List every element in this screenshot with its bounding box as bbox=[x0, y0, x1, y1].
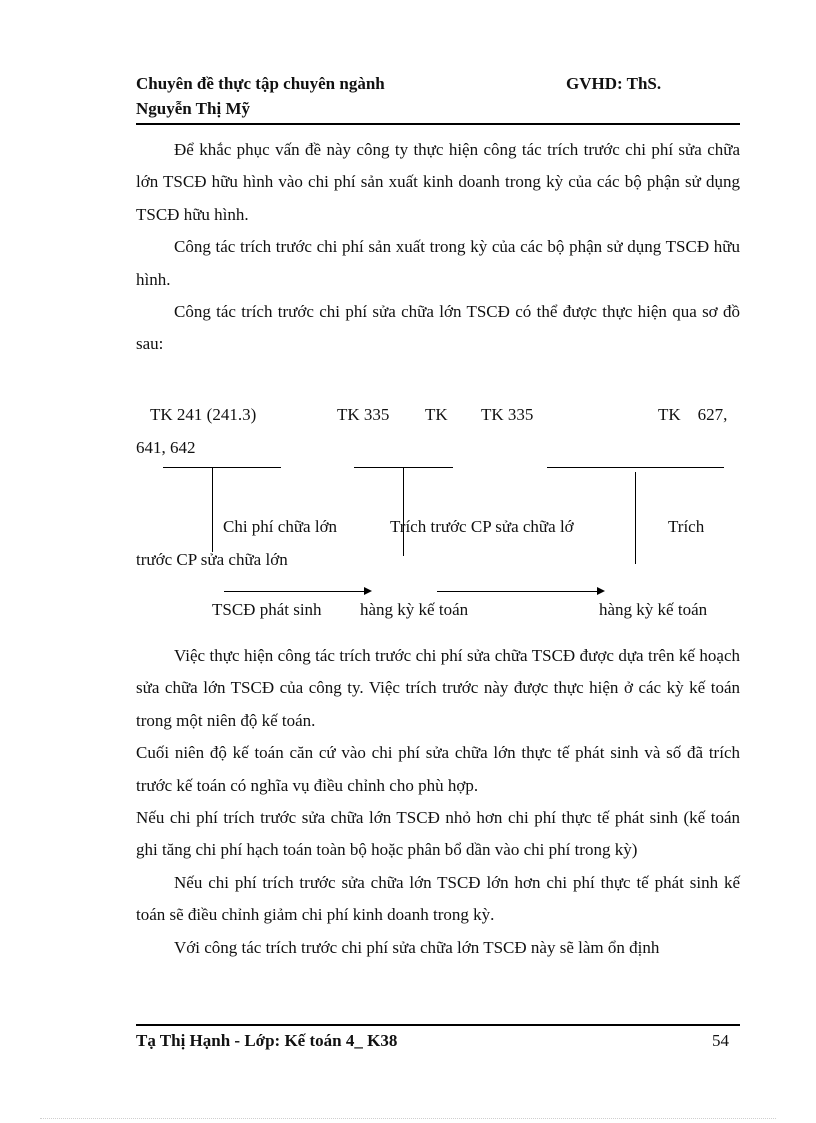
body-top bbox=[136, 134, 740, 361]
account-label-continued: 641, 642 bbox=[136, 438, 196, 457]
account-label: TK 627, bbox=[658, 405, 728, 424]
t-account-stem bbox=[635, 472, 636, 564]
paragraph: Với công tác trích trước chi phí sửa chữa lớn TSCĐ này sẽ làm ổn định bbox=[174, 937, 660, 957]
paragraph: Việc thực hiện công tác trích trước chi phí sửa chữa TSCĐ được dựa trên kế hoạch sửa chữa lớn TSCĐ của công ty. Việc trích trước này được thực hiện ở các kỳ kế toán trong một niên độ kế toán. bbox=[136, 646, 740, 730]
header-supervisor-name: Nguyễn Thị Mỹ bbox=[136, 99, 250, 118]
flow-label: TSCĐ phát sinh bbox=[212, 600, 322, 619]
paragraph: Công tác trích trước chi phí sản xuất trong kỳ của các bộ phận sử dụng TSCĐ hữu hình. bbox=[136, 237, 740, 289]
header-title: Chuyên đề thực tập chuyên ngành bbox=[136, 74, 385, 93]
t-account-line bbox=[547, 467, 724, 468]
page-number: 54 bbox=[712, 1031, 729, 1050]
account-label: TK 335 bbox=[481, 405, 534, 424]
account-label: TK 335 bbox=[337, 405, 390, 424]
flow-label: Trích bbox=[668, 517, 705, 536]
flow-label: hàng kỳ kế toán bbox=[360, 600, 469, 619]
t-account-line bbox=[163, 467, 281, 468]
flow-label: hàng kỳ kế toán bbox=[599, 600, 708, 619]
t-account-stem bbox=[212, 468, 213, 552]
flow-label-continued: trước CP sửa chữa lớn bbox=[136, 550, 288, 569]
account-label: TK bbox=[425, 405, 448, 424]
flow-arrow bbox=[437, 591, 603, 592]
paragraph: Công tác trích trước chi phí sửa chữa lớn TSCĐ có thể được thực hiện qua sơ đồ sau: bbox=[136, 302, 740, 354]
header-rule bbox=[136, 123, 740, 125]
t-account-stem bbox=[403, 468, 404, 556]
page-edge bbox=[40, 1118, 776, 1119]
paragraph: Để khắc phục vấn đề này công ty thực hiện công tác trích trước chi phí sửa chữa lớn TSCĐ hữu hình vào chi phí sản xuất kinh doanh trong kỳ của các bộ phận sử dụng TSCĐ hữu hình. bbox=[136, 140, 740, 224]
paragraph: Cuối niên độ kế toán căn cứ vào chi phí sửa chữa lớn thực tế phát sinh và số đã trích trước kế toán có nghĩa vụ điều chỉnh cho phù hợp. bbox=[136, 743, 740, 795]
account-label: TK 241 (241.3) bbox=[150, 405, 257, 424]
footer-rule bbox=[136, 1024, 740, 1026]
flow-label: Trích trước CP sửa chữa lớ bbox=[390, 517, 574, 536]
footer-author: Tạ Thị Hạnh - Lớp: Kế toán 4_ K38 bbox=[136, 1031, 398, 1050]
paragraph: Nếu chi phí trích trước sửa chữa lớn TSCĐ lớn hơn chi phí thực tế phát sinh kế toán sẽ điều chỉnh giảm chi phí kinh doanh trong kỳ. bbox=[136, 872, 740, 925]
header-supervisor: GVHD: ThS. bbox=[566, 74, 662, 93]
flow-arrow bbox=[224, 591, 370, 592]
paragraph: Nếu chi phí trích trước sửa chữa lớn TSCĐ nhỏ hơn chi phí thực tế phát sinh (kế toán ghi tăng chi phí hạch toán toàn bộ hoặc phân bổ dần vào chi phí trong kỳ) bbox=[136, 808, 740, 860]
body-bottom bbox=[136, 640, 740, 964]
flow-label: Chi phí chữa lớn bbox=[223, 517, 338, 536]
